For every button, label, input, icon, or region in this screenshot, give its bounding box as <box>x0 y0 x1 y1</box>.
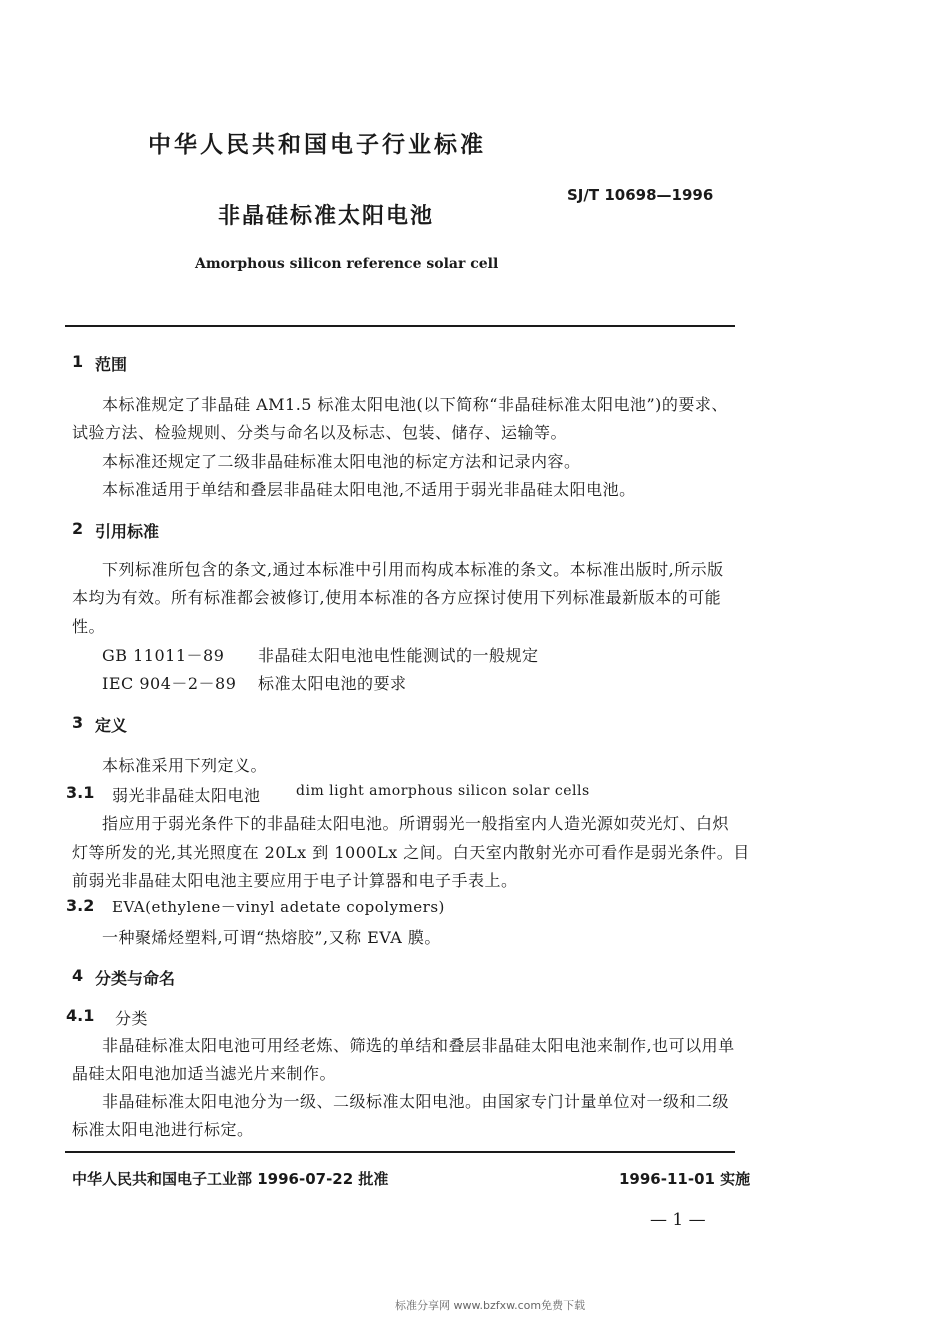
section-3-number: 3 <box>72 713 84 732</box>
page-number: — 1 — <box>650 1210 706 1230</box>
definition-3-1-line-2: 灯等所发的光,其光照度在 20Lx 到 1000Lx 之间。白天室内散射光亦可看作是弱光条件。目 <box>72 843 750 862</box>
section-4-paragraph-2: 非晶硅标准太阳电池分为一级、二级标准太阳电池。由国家专门计量单位对一级和二级 <box>102 1092 730 1111</box>
document-title: 非晶硅标准太阳电池 <box>218 204 435 229</box>
subsection-4-1-number: 4.1 <box>66 1006 95 1025</box>
standard-code: SJ/T 10698—1996 <box>567 186 714 204</box>
section-3-heading: 定义 <box>95 716 128 735</box>
section-1-paragraph-1-cont: 试验方法、检验规则、分类与命名以及标志、包装、储存、运输等。 <box>72 423 568 442</box>
section-2-number: 2 <box>72 519 84 538</box>
implementation-date: 1996-11-01 实施 <box>619 1170 751 1188</box>
definition-3-1-line-1: 指应用于弱光条件下的非晶硅太阳电池。所谓弱光一般指室内人造光源如荧光灯、白炽 <box>102 814 730 833</box>
definition-3-2-term: EVA(ethylene－vinyl adetate copolymers) <box>112 898 445 916</box>
section-1-paragraph-1: 本标准规定了非晶硅 AM1.5 标准太阳电池(以下简称“非晶硅标准太阳电池”)的要求、 <box>102 395 728 414</box>
section-1-paragraph-3: 本标准适用于单结和叠层非晶硅太阳电池,不适用于弱光非晶硅太阳电池。 <box>102 480 636 499</box>
standard-category: 中华人民共和国电子行业标准 <box>148 132 486 158</box>
definition-3-1-line-3: 前弱光非晶硅太阳电池主要应用于电子计算器和电子手表上。 <box>72 871 518 890</box>
section-4-paragraph-2-cont: 标准太阳电池进行标定。 <box>72 1120 254 1139</box>
definition-3-1-term: 弱光非晶硅太阳电池 <box>112 786 261 805</box>
section-4-paragraph-1-cont: 晶硅太阳电池加适当滤光片来制作。 <box>72 1064 337 1083</box>
watermark: 标准分享网 www.bzfxw.com免费下载 <box>395 1299 586 1312</box>
definition-3-1-english: dim light amorphous silicon solar cells <box>296 783 590 799</box>
section-4-paragraph-1: 非晶硅标准太阳电池可用经老炼、筛选的单结和叠层非晶硅太阳电池来制作,也可以用单 <box>102 1036 735 1055</box>
reference-code: IEC 904－2－89 <box>102 674 237 693</box>
section-2-paragraph-1: 下列标准所包含的条文,通过本标准中引用而构成本标准的条文。本标准出版时,所示版 <box>102 560 724 579</box>
section-1-number: 1 <box>72 352 84 371</box>
section-4-number: 4 <box>72 966 84 985</box>
subsection-4-1-heading: 分类 <box>115 1009 149 1028</box>
reference-title: 非晶硅太阳电池电性能测试的一般规定 <box>258 646 539 665</box>
section-2-heading: 引用标准 <box>95 522 160 541</box>
definition-3-1-number: 3.1 <box>66 783 95 802</box>
section-4-heading: 分类与命名 <box>95 969 176 988</box>
reference-code: GB 11011－89 <box>102 646 225 665</box>
approval-line: 中华人民共和国电子工业部 1996-07-22 批准 <box>72 1170 389 1188</box>
section-1-heading: 范围 <box>95 355 128 374</box>
section-2-paragraph-1-end: 性。 <box>72 617 106 636</box>
section-2-paragraph-1-cont: 本均为有效。所有标准都会被修订,使用本标准的各方应探讨使用下列标准最新版本的可能 <box>72 588 722 607</box>
section-3-intro: 本标准采用下列定义。 <box>102 756 268 775</box>
reference-title: 标准太阳电池的要求 <box>258 674 407 693</box>
definition-3-2-number: 3.2 <box>66 896 95 915</box>
footer-divider <box>65 1151 735 1153</box>
definition-3-2-line-1: 一种聚烯烃塑料,可谓“热熔胶”,又称 EVA 膜。 <box>102 928 441 947</box>
header-divider <box>65 325 735 327</box>
english-title: Amorphous silicon reference solar cell <box>195 256 499 272</box>
section-1-paragraph-2: 本标准还规定了二级非晶硅标准太阳电池的标定方法和记录内容。 <box>102 452 581 471</box>
